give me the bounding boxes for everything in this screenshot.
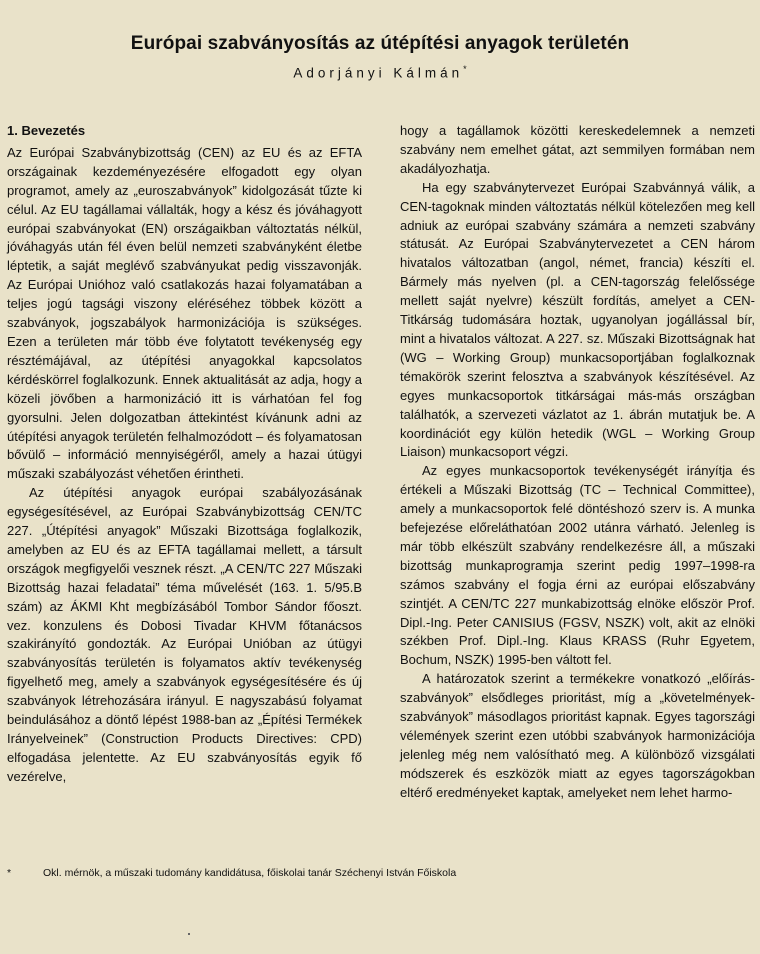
left-paragraph-2: Az útépítési anyagok európai szabályozásának egységesítésével, az Európai Szabványbizottság CEN/TC 227. „Útépítési anyagok” Műszaki Bizottsága foglalkozik, amelyben az EU és az EFTA tagállamai mellett, a társult országok megfigyelői vesznek részt. „A CEN/TC 227 Műszaki Bizottság hazai feladatai” téma művelését (163. 1. 5/95.B szám) az ÁKMI Kht megbízásából Tombor Sándor főoszt. vez. konzulens és Dobosi Tivadar KHVM főtanácsos szakirányító gondozták. Az Európai Unióban az útügyi szabványosítás területén is folyamatos aktív tevékenység figyelhető meg, amely a szabványok egységesítésére és új szabványok létrehozására irányul. E nagyszabású folyamat beindulásához a döntő lépést 1988-ban az „Építési Termékek Irányelveinek” (Construction Products Directives: CPD) elfogadása jelentette. Az EU szabványosítás egyik fő vezérelve, <box>7 485 362 784</box>
right-paragraph-1: hogy a tagállamok közötti kereskedelemnek a nemzeti szabvány nem emelhet gátat, azt semmilyen formában nem akadályozhatja. <box>400 123 755 176</box>
right-paragraph-3: Az egyes munkacsoportok tevékenységét irányítja és értékeli a Műszaki Bizottság (TC – Technical Committee), amely a munkacsoportok felé döntéshozó szerv is. A munka befejezése előreláthatóan 2002 utánra várható. Jelenleg is már több elkészült szabvány rendelkezésre áll, a műszaki bizottság munkaprogramja szerint pedig 1997–1998-ra számos szabvány el fogja érni az európai előszabvány szintjét. A CEN/TC 227 munkabizottság elnöke először Prof. Dipl.-Ing. Peter CANISIUS (FGSV, NSZK) volt, akit az elnöki székben Prof. Dipl.-Ing. Klaus KRASS (Ruhr Egyetem, Bochum, NSZK) 1995-ben váltott fel. <box>400 463 755 668</box>
section-heading-introduction: 1. Bevezetés <box>7 123 86 138</box>
author-footnote-mark: * <box>463 64 467 74</box>
article-title: Európai szabványosítás az útépítési anyagok területén <box>130 33 630 54</box>
left-paragraph-1: Az Európai Szabványbizottság (CEN) az EU és az EFTA országainak kezdeményezésére elfogadott egy olyan programot, amely az „euroszabványok” kidolgozását tűzte ki célul. Az EU tagállamai vállalták, hogy a kész és jóváhagyott európai szabványokat (EN) országaikban változtatás nélkül, jóváhagyás után fél éven belül nemzeti szabványként életbe léptetik, a saját meglévő szabványukat pedig visszavonják. Az Európai Unióhoz való csatlakozás hazai folyamatában a teljes jogú tagsági viszony eléréséhez többek között a szabványok, jogszabályok harmonizációja is szükséges. Ezen a területen már több éve folytatott tevékenység egy résztémájával, az útépítési anyagokkal kapcsolatos kérdéskörrel foglalkozunk. Ennek aktualitását az adja, hogy a közeli jövőben a harmonizáció itt is várhatóan fel fog gyorsulni. Jelen dolgozatban áttekintést kívánunk adni az útépítési anyagok területén felhalmozódott – és folyamatosan bővülő – információ mennyiségéről, amely a hazai útügyi műszaki szabályozást véhetően érintheti. <box>7 144 362 482</box>
author-name: Adorjányi Kálmán <box>293 65 464 81</box>
right-column <box>400 122 755 803</box>
footnote-mark: * <box>7 867 12 879</box>
article-author <box>0 64 760 81</box>
right-paragraph-4: A határozatok szerint a termékekre vonatkozó „előírás-szabványok” elsődleges prioritást, míg a „követelmények-szabványok” másodlagos prioritást kapnak. Egyes tagországi vélemények szerint ezen utóbbi szabványok harmonizációja jelenleg még nem valósítható meg. A különböző vizsgálati módszerek és eszközök miatt az egyes tagországokban eltérő eredményeket kaptak, amelyeket nem lehet harmo- <box>400 671 755 800</box>
right-paragraph-2: Ha egy szabványtervezet Európai Szabvánnyá válik, a CEN-tagoknak minden változtatás nélkül kötelezően meg kell adniuk az európai szabvány számára a nemzeti szabvány státusát. Az Európai Szabványtervezetet a CEN három hivatalos változatban (angol, német, francia) készíti el. Bármely más nyelven (pl. a CEN-tagország felelőssége mellett saját nyelvre) készült fordítás, amelyet a CEN-Titkárság tudomására hoztak, ugyanolyan jogállással bír, mint a hivatalos változat. A 227. sz. Műszaki Bizottságnak hat (WG – Working Group) munkacsoportjában foglalkoznak témakörök szerint felosztva a szabványok készítésével. Az egyes munkacsoportok titkárságai más-más országban találhatók, a szervezeti vázlatot az 1. ábrán mutatjuk be. A koordinációt egy külön hetedik (WGL – Working Group Liaison) munkacsoport végzi. <box>400 179 755 460</box>
scan-speck <box>188 933 190 935</box>
footnote-text: Okl. mérnök, a műszaki tudomány kandidátusa, főiskolai tanár Széchenyi István Főiskola <box>43 867 457 879</box>
left-column <box>7 122 362 787</box>
author-footnote <box>7 866 747 880</box>
